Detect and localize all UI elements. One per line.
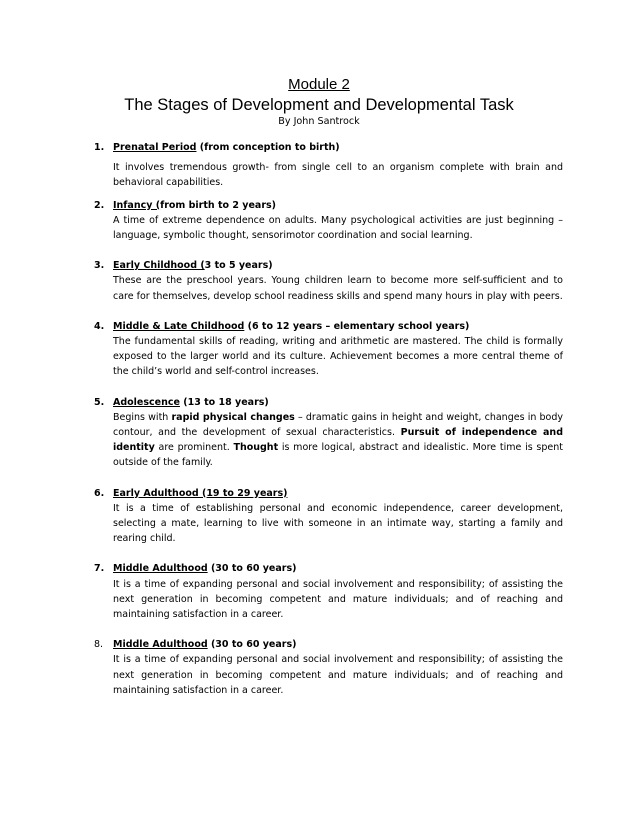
stage-description (113, 410, 563, 471)
stage-age-range: (6 to 12 years – elementary school years) (244, 320, 470, 332)
document-title: The Stages of Development and Developmental Task (124, 96, 514, 114)
description-text: are prominent. (154, 442, 234, 454)
stage-heading (113, 395, 563, 410)
stage-description (113, 334, 563, 380)
description-text: is more logical, abstract and idealistic. More time is spent outside of the family. (113, 442, 563, 469)
stage-age-range: 3 to 5 years) (204, 260, 273, 272)
stage-title: Early Adulthood (19 to 29 years) (113, 487, 288, 499)
description-text: A time of extreme dependence on adults. Many psychological activities are just beginning – language, symbolic thought, sensorimotor coordination and social learning. (113, 214, 563, 242)
stage-title: Adolescence (113, 396, 180, 408)
stage-item-middle-adulthood-repeat (94, 637, 563, 698)
stage-age-range: (30 to 60 years) (207, 639, 297, 651)
stage-title: Infancy ( (113, 199, 161, 211)
stage-number: 3. (94, 260, 105, 272)
stage-item-prenatal (94, 140, 563, 191)
description-text: It involves tremendous growth- from single cell to an organism complete with brain and behavioral capabilities. (113, 162, 563, 189)
stage-number: 8. (94, 639, 104, 651)
stage-heading (113, 486, 563, 501)
stage-number: 6. (94, 487, 105, 499)
description-text: The fundamental skills of reading, writing and arithmetic are mastered. The child is formally exposed to the larger world and its culture. Achievement becomes a more central theme of the child’s world and self-control increases. (113, 336, 563, 378)
stage-number: 5. (94, 396, 105, 408)
stage-title: Early Childhood ( (113, 260, 205, 272)
stage-description (113, 213, 563, 243)
document-header (0, 76, 638, 129)
stage-number: 4. (94, 320, 105, 332)
stage-description (113, 160, 563, 190)
stage-item-adolescence (94, 395, 563, 471)
stage-heading (113, 637, 563, 652)
stage-item-early-childhood (94, 258, 563, 304)
emphasis-text: rapid physical changes (171, 411, 295, 423)
stage-title: Middle Adulthood (113, 563, 208, 575)
stage-age-range: from birth to 2 years) (160, 199, 277, 211)
stages-list (94, 140, 563, 698)
stage-title: Prenatal Period (113, 142, 197, 153)
stage-age-range: (30 to 60 years) (207, 563, 297, 575)
stage-heading (113, 140, 563, 155)
stage-item-middle-adulthood (94, 561, 563, 622)
description-text: It is a time of expanding personal and social involvement and responsibility; of assisting the next generation in becoming competent and mature individuals; and of reaching and maintaining satisfaction in a career. (113, 578, 563, 621)
stage-item-early-adulthood (94, 486, 563, 547)
stage-number: 7. (94, 563, 105, 575)
description-text: These are the preschool years. Young children learn to become more self-sufficient and to care for themselves, develop school readiness skills and spend many hours in play with peers. (113, 275, 563, 302)
stage-number: 1. (94, 142, 105, 153)
module-label: Module 2 (288, 76, 350, 93)
stage-description (113, 273, 563, 303)
description-text: It is a time of expanding personal and social involvement and responsibility; of assisting the next generation in becoming competent and mature individuals; and of reaching and maintaining satisfaction in a career. (113, 654, 563, 696)
description-text: Begins with (113, 411, 172, 423)
stage-item-infancy (94, 198, 563, 244)
stage-heading (113, 198, 563, 213)
stage-age-range: (13 to 18 years) (179, 396, 269, 408)
stage-description (113, 652, 563, 698)
stage-age-range: (from conception to birth) (196, 142, 340, 153)
emphasis-text: Thought (233, 442, 279, 454)
stage-description (113, 501, 563, 547)
stage-heading (113, 258, 563, 273)
description-text: It is a time of establishing personal and economic independence, career development, selecting a mate, learning to live with someone in an intimate way, starting a family and rearing child. (113, 502, 563, 545)
stage-title: Middle Adulthood (113, 639, 208, 651)
description-text: – dramatic gains in height and weight, changes in body contour, and the development of sexual characteristics. (113, 411, 564, 439)
stage-description (113, 577, 563, 623)
stage-heading (113, 319, 563, 334)
author-line: By John Santrock (278, 116, 360, 127)
stage-title: Middle & Late Childhood (113, 320, 245, 332)
stage-heading (113, 561, 563, 576)
stage-number: 2. (94, 199, 105, 211)
emphasis-text: Pursuit of independence and identity (113, 427, 563, 454)
stage-item-middle-late-childhood (94, 319, 563, 380)
